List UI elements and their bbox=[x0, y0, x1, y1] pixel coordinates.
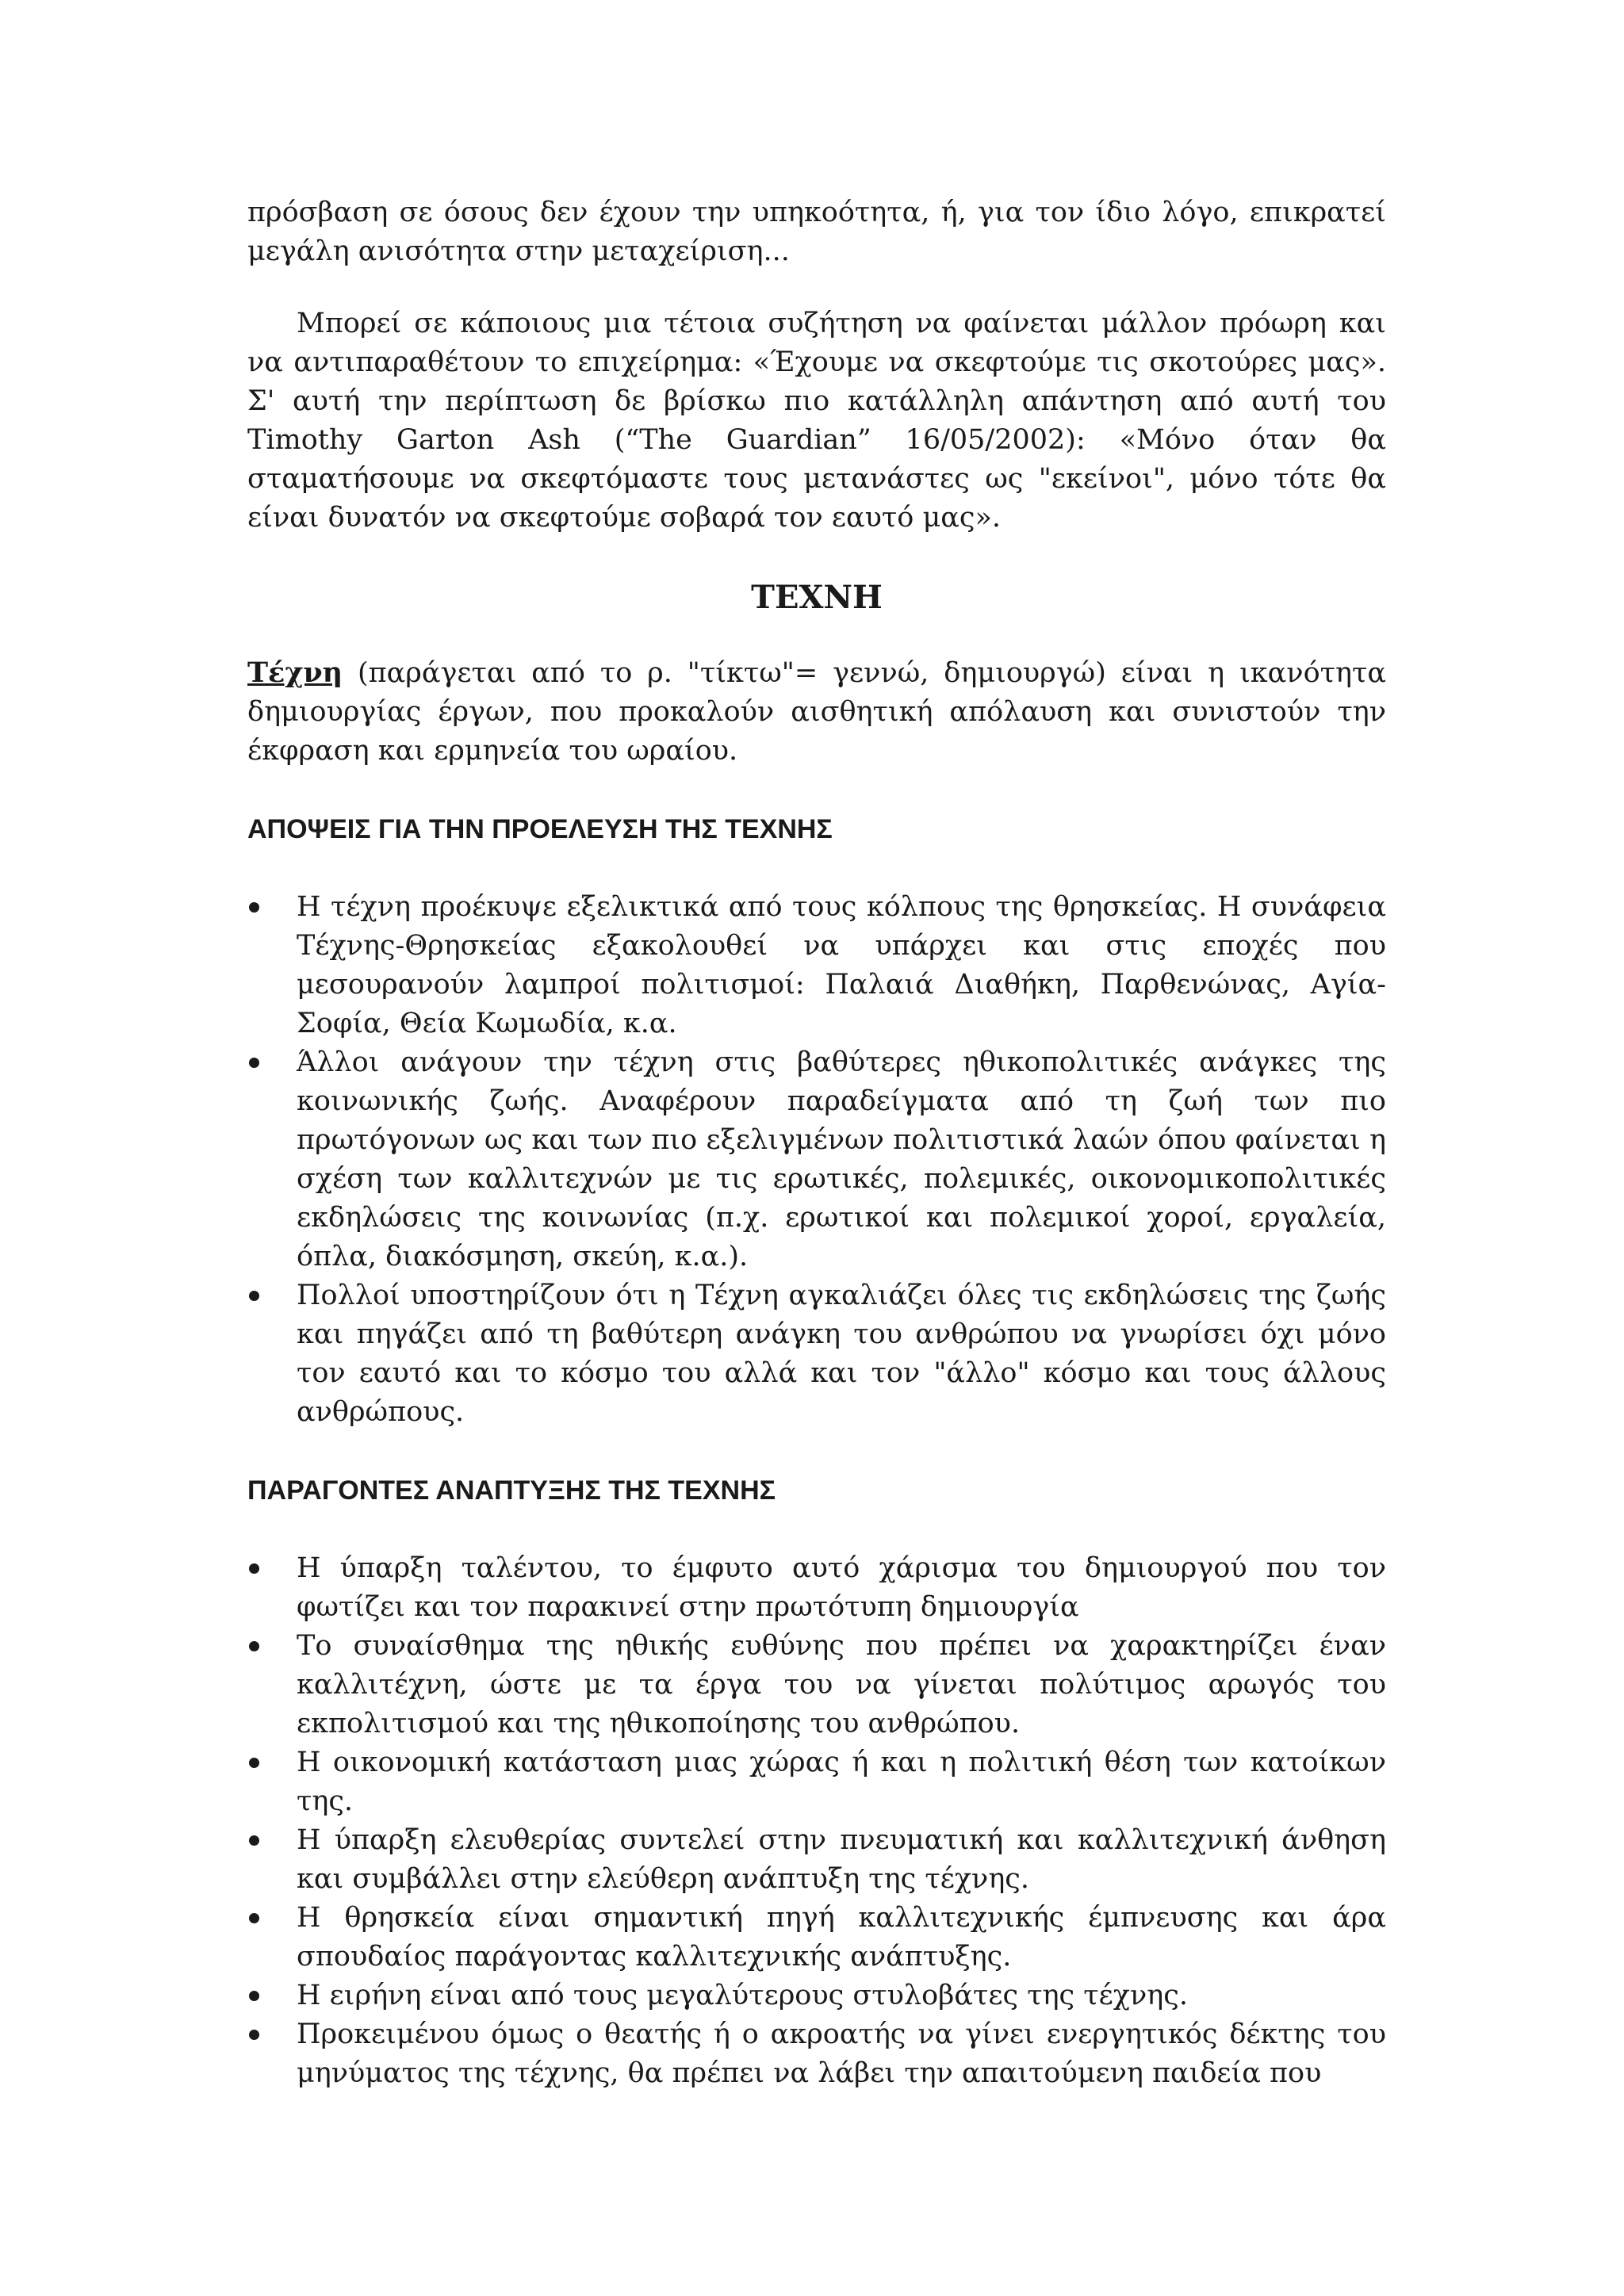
list-item-text: Το συναίσθημα της ηθικής ευθύνης που πρέπει να χαρακτηρίζει έναν καλλιτέχνη, ώστε με τα έργα του να γίνεται πολύτιμος αρωγός του εκπολιτισμού και της ηθικοποίησης του ανθρώπου. bbox=[297, 1630, 1386, 1739]
bullet-icon bbox=[249, 1563, 259, 1574]
list-item-text: Η οικονομική κατάσταση μιας χώρας ή και η πολιτική θέση των κατοίκων της. bbox=[297, 1747, 1386, 1817]
list-item bbox=[247, 888, 1386, 1043]
bullet-icon bbox=[249, 902, 259, 913]
list-item bbox=[247, 1043, 1386, 1276]
list-item bbox=[247, 1899, 1386, 1976]
list-item bbox=[247, 1976, 1386, 2015]
list-item bbox=[247, 1627, 1386, 1743]
list-item bbox=[247, 1276, 1386, 1432]
bullet-icon bbox=[249, 1641, 259, 1651]
bullet-icon bbox=[249, 1913, 259, 1923]
list-item-text: Η ειρήνη είναι από τους μεγαλύτερους στυλοβάτες της τέχνης. bbox=[297, 1980, 1188, 2011]
origin-heading: ΑΠΟΨΕΙΣ ΓΙΑ ΤΗΝ ΠΡΟΕΛΕΥΣΗ ΤΗΣ ΤΕΧΝΗΣ bbox=[247, 814, 833, 844]
list-item-text: Η τέχνη προέκυψε εξελικτικά από τους κόλπους της θρησκείας. Η συνάφεια Τέχνης-Θρησκείας εξακολουθεί να υπάρχει και στις εποχές που μεσουρανούν λαμπροί πολιτισμοί: Παλαιά Διαθήκη, Παρθενώνας, Αγία-Σοφία, Θεία Κωμωδία, κ.α. bbox=[297, 891, 1386, 1039]
definition-term: Τέχνη bbox=[247, 656, 343, 689]
bullet-icon bbox=[249, 1991, 259, 2001]
origin-list bbox=[247, 888, 1386, 1432]
bullet-icon bbox=[249, 1758, 259, 1768]
list-item-text: Η ύπαρξη ελευθερίας συντελεί στην πνευματική και καλλιτεχνική άνθηση και συμβάλλει στην ελεύθερη ανάπτυξη της τέχνης. bbox=[297, 1824, 1386, 1895]
list-item-text: Άλλοι ανάγουν την τέχνη στις βαθύτερες ηθικοπολιτικές ανάγκες της κοινωνικής ζωής. Αναφέρουν παραδείγματα από τη ζωή των πιο πρωτόγονων ως και των πιο εξελιγμένων πολιτιστικά λαών όπου φαίνεται η σχέση των καλλιτεχνών με τις ερωτικές, πολεμικές, οικονομικοπολιτικές εκδηλώσεις της κοινωνίας (π.χ. ερωτικοί και πολεμικοί χοροί, εργαλεία, όπλα, διακόσμηση, σκεύη, κ.α.). bbox=[297, 1047, 1386, 1272]
list-item bbox=[247, 1549, 1386, 1627]
factors-heading: ΠΑΡΑΓΟΝΤΕΣ ΑΝΑΠΤΥΞΗΣ ΤΗΣ ΤΕΧΝΗΣ bbox=[247, 1475, 776, 1506]
list-item bbox=[247, 1821, 1386, 1899]
continuation-paragraph: πρόσβαση σε όσους δεν έχουν την υπηκοότητα, ή, για τον ίδιο λόγο, επικρατεί μεγάλη ανισότητα στην μεταχείριση... bbox=[247, 197, 1386, 267]
list-item-text: Πολλοί υποστηρίζουν ότι η Τέχνη αγκαλιάζει όλες τις εκδηλώσεις της ζωής και πηγάζει από τη βαθύτερη ανάγκη του ανθρώπου να γνωρίσει όχι μόνο τον εαυτό και το κόσμο του αλλά και τον "άλλο" κόσμο και τους άλλους ανθρώπους. bbox=[297, 1280, 1386, 1428]
argument-paragraph: Μπορεί σε κάποιους μια τέτοια συζήτηση να φαίνεται μάλλον πρόωρη και να αντιπαραθέτουν το επιχείρημα: «Έχουμε να σκεφτούμε τις σκοτούρες μας». Σ' αυτή την περίπτωση δε βρίσκω πιο κατάλληλη απάντηση από αυτή του Timothy Garton Ash (“The Guardian” 16/05/2002): «Μόνο όταν θα σταματήσουμε να σκεφτόμαστε τους μετανάστες ως "εκείνοι", μόνο τότε θα είναι δυνατόν να σκεφτούμε σοβαρά τον εαυτό μας». bbox=[247, 308, 1386, 534]
document-page bbox=[247, 193, 1386, 2093]
factors-list bbox=[247, 1549, 1386, 2093]
list-item-text: Η θρησκεία είναι σημαντική πηγή καλλιτεχνικής έμπνευσης και άρα σπουδαίος παράγοντας καλλιτεχνικής ανάπτυξης. bbox=[297, 1902, 1386, 1973]
list-item-text: Η ύπαρξη ταλέντου, το έμφυτο αυτό χάρισμα του δημιουργού που τον φωτίζει και τον παρακινεί στην πρωτότυπη δημιουργία bbox=[297, 1552, 1386, 1623]
definition-text: (παράγεται από το ρ. "τίκτω"= γεννώ, δημιουργώ) είναι η ικανότητα δημιουργίας έργων, που προκαλούν αισθητική απόλαυση και συνιστούν την έκφραση και ερμηνεία του ωραίου. bbox=[247, 657, 1386, 767]
bullet-icon bbox=[249, 1835, 259, 1846]
art-definition bbox=[247, 653, 1386, 771]
art-title: ΤΕΧΝΗ bbox=[751, 579, 883, 616]
bullet-icon bbox=[249, 1291, 259, 1301]
list-item bbox=[247, 2015, 1386, 2093]
bullet-icon bbox=[249, 2030, 259, 2040]
bullet-icon bbox=[249, 1058, 259, 1068]
list-item bbox=[247, 1743, 1386, 1821]
list-item-text: Προκειμένου όμως ο θεατής ή ο ακροατής να γίνει ενεργητικός δέκτης του μηνύματος της τέχνης, θα πρέπει να λάβει την απαιτούμενη παιδεία που bbox=[297, 2019, 1386, 2089]
